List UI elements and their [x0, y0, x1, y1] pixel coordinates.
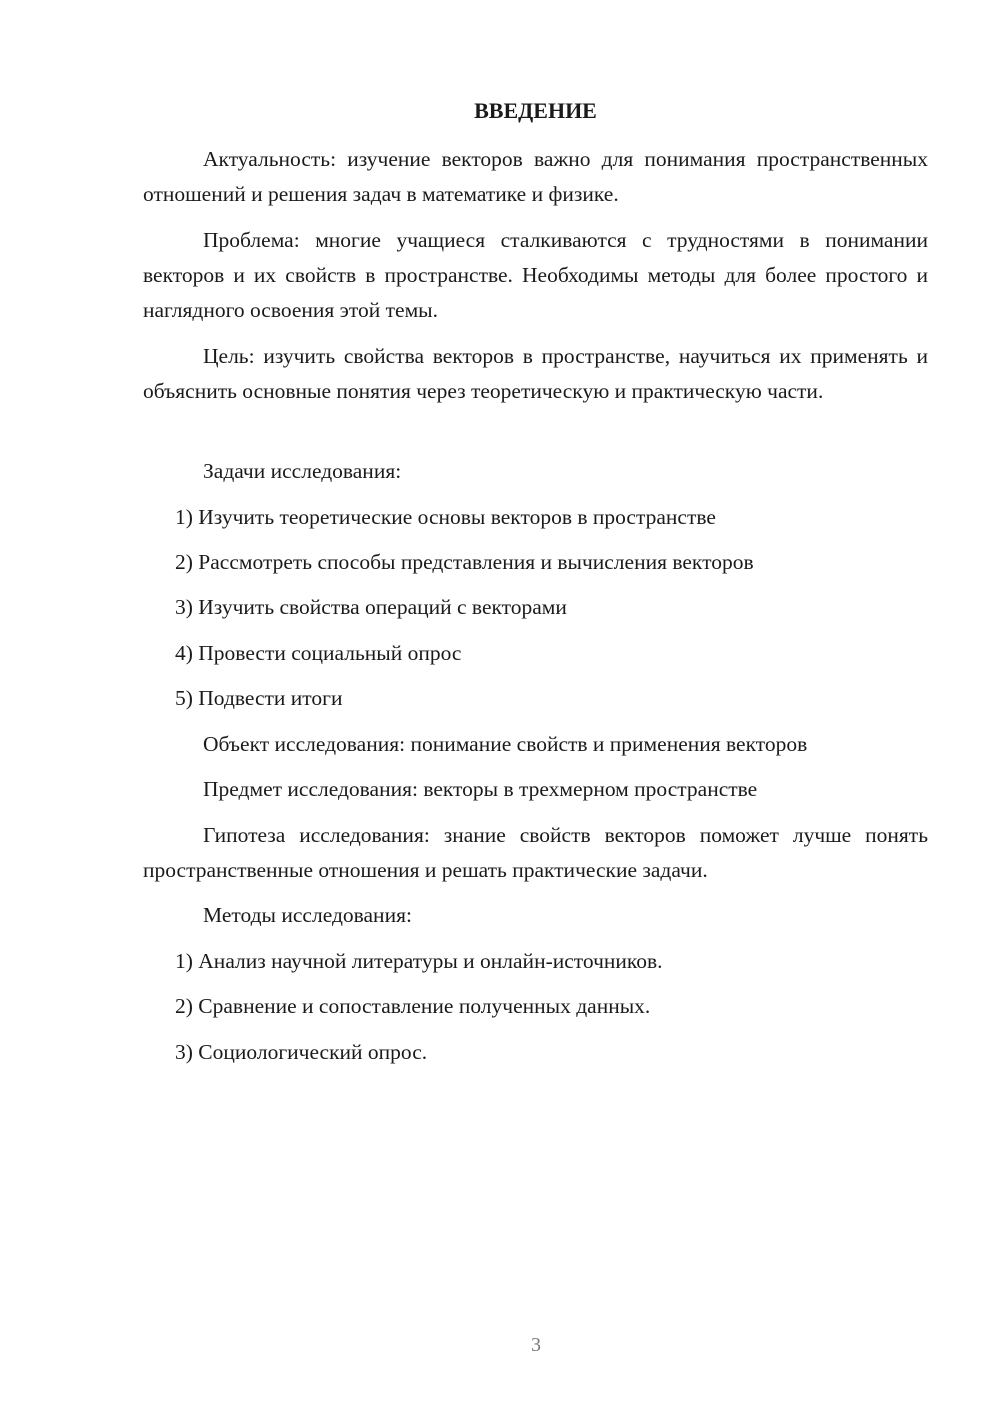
methods-heading: Методы исследования: [203, 903, 412, 927]
method-item-2: 2) Сравнение и сопоставление полученных данных. [175, 994, 651, 1018]
relevance-paragraph: Актуальность: изучение векторов важно для понимания пространственных отношений и решения задач в математике и физике. [143, 147, 928, 206]
task-item-5: 5) Подвести итоги [175, 686, 343, 710]
task-item-1: 1) Изучить теоретические основы векторов в пространстве [175, 505, 716, 529]
task-item-3: 3) Изучить свойства операций с векторами [175, 595, 567, 619]
method-item-1: 1) Анализ научной литературы и онлайн-источников. [175, 949, 663, 973]
goal-paragraph: Цель: изучить свойства векторов в пространстве, научиться их применять и объяснить основные понятия через теоретическую и практическую части. [143, 344, 928, 403]
task-item-2: 2) Рассмотреть способы представления и вычисления векторов [175, 550, 754, 574]
task-item-4: 4) Провести социальный опрос [175, 641, 462, 665]
problem-paragraph: Проблема: многие учащиеся сталкиваются с трудностями в понимании векторов и их свойств в пространстве. Необходимы методы для более простого и наглядного освоения этой темы. [143, 228, 928, 322]
section-title: ВВЕДЕНИЕ [474, 98, 597, 123]
tasks-heading: Задачи исследования: [203, 459, 402, 483]
page-number: 3 [531, 1334, 541, 1356]
object-line: Объект исследования: понимание свойств и применения векторов [203, 732, 808, 756]
subject-line: Предмет исследования: векторы в трехмерном пространстве [203, 777, 758, 801]
hypothesis-paragraph: Гипотеза исследования: знание свойств векторов поможет лучше понять пространственные отношения и решать практические задачи. [143, 823, 928, 882]
method-item-3: 3) Социологический опрос. [175, 1040, 428, 1064]
